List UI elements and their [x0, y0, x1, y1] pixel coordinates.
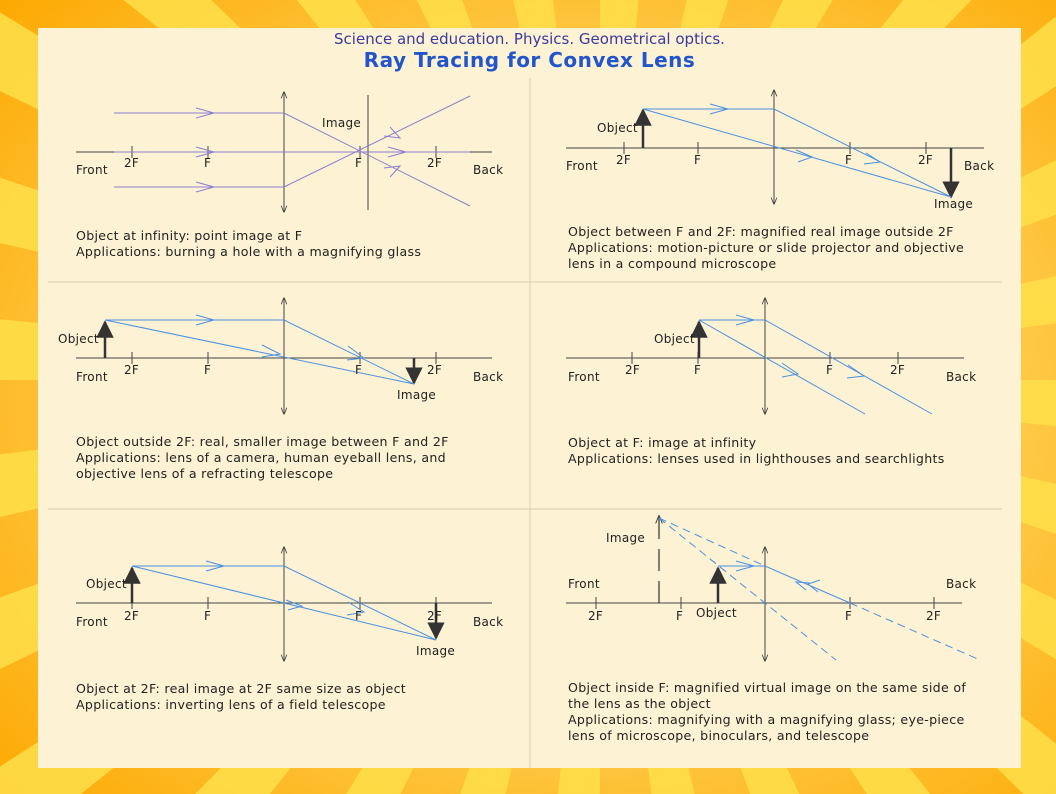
2f-label: 2F	[124, 609, 140, 623]
light-rays	[114, 96, 470, 206]
f-label: F	[694, 153, 702, 167]
front-label: Front	[76, 615, 108, 629]
image-label: Image	[934, 197, 974, 211]
front-label: Front	[568, 577, 600, 591]
back-label: Back	[946, 370, 977, 384]
2f-label: 2F	[124, 156, 140, 170]
caption-panel-2: Object between F and 2F: magnified real image outside 2F Applications: motion-picture or slide projector and objective lens in a compound microscope	[568, 224, 965, 271]
f-label: F	[204, 609, 212, 623]
light-rays	[659, 518, 980, 660]
diagram-object-between-f-and-2f	[566, 90, 994, 211]
2f-label: 2F	[427, 156, 443, 170]
page-subtitle: Science and education. Physics. Geometrical optics.	[334, 30, 725, 48]
diagram-object-at-f	[566, 298, 976, 414]
image-label: Image	[606, 531, 646, 545]
object-label: Object	[86, 577, 127, 591]
2f-label: 2F	[625, 363, 641, 377]
f-label: F	[845, 609, 853, 623]
image-label: Image	[397, 388, 437, 402]
2f-label: 2F	[588, 609, 604, 623]
image-label: Image	[416, 644, 456, 658]
back-label: Back	[473, 370, 504, 384]
f-label: F	[845, 153, 853, 167]
back-label: Back	[964, 159, 995, 173]
page-title: Ray Tracing for Convex Lens	[363, 48, 696, 72]
front-label: Front	[76, 370, 108, 384]
f-label: F	[204, 363, 212, 377]
2f-label: 2F	[124, 363, 140, 377]
caption-panel-3: Object outside 2F: real, smaller image between F and 2F Applications: lens of a camera, human eyeball lens, and objective lens of a refracting telescope	[76, 434, 449, 481]
front-label: Front	[76, 163, 108, 177]
back-label: Back	[473, 163, 504, 177]
caption-panel-1: Object at infinity: point image at F Applications: burning a hole with a magnifying glass	[76, 228, 422, 259]
2f-label: 2F	[427, 609, 443, 623]
2f-label: 2F	[918, 153, 934, 167]
light-rays	[643, 104, 951, 197]
front-label: Front	[568, 370, 600, 384]
front-label: Front	[566, 159, 598, 173]
object-label: Object	[597, 121, 638, 135]
object-label: Object	[654, 332, 695, 346]
2f-label: 2F	[616, 153, 632, 167]
caption-panel-6: Object inside F: magnified virtual image on the same side of the lens as the object Applications: magnifying with a magnifying glass; eye-piece lens of microscope, binoculars, and telescope	[568, 680, 967, 743]
back-label: Back	[946, 577, 977, 591]
object-label: Object	[696, 606, 737, 620]
caption-panel-5: Object at 2F: real image at 2F same size as object Applications: inverting lens of a field telescope	[76, 681, 407, 712]
2f-label: 2F	[890, 363, 906, 377]
f-label: F	[826, 363, 834, 377]
f-label: F	[204, 156, 212, 170]
caption-panel-4: Object at F: image at infinity Applications: lenses used in lighthouses and searchlights	[568, 435, 945, 466]
f-label: F	[355, 363, 363, 377]
panel-dividers	[48, 78, 1002, 768]
f-label: F	[694, 363, 702, 377]
object-label: Object	[58, 332, 99, 346]
f-label: F	[355, 156, 363, 170]
light-rays	[105, 315, 414, 384]
f-label: F	[355, 609, 363, 623]
diagram-object-inside-f	[566, 516, 980, 661]
diagram-object-outside-2f	[58, 298, 503, 414]
2f-label: 2F	[427, 363, 443, 377]
back-label: Back	[473, 615, 504, 629]
diagram-object-at-2f	[76, 547, 503, 661]
f-label: F	[676, 609, 684, 623]
2f-label: 2F	[926, 609, 942, 623]
image-label: Image	[322, 116, 362, 130]
diagram-object-at-infinity	[76, 92, 503, 212]
